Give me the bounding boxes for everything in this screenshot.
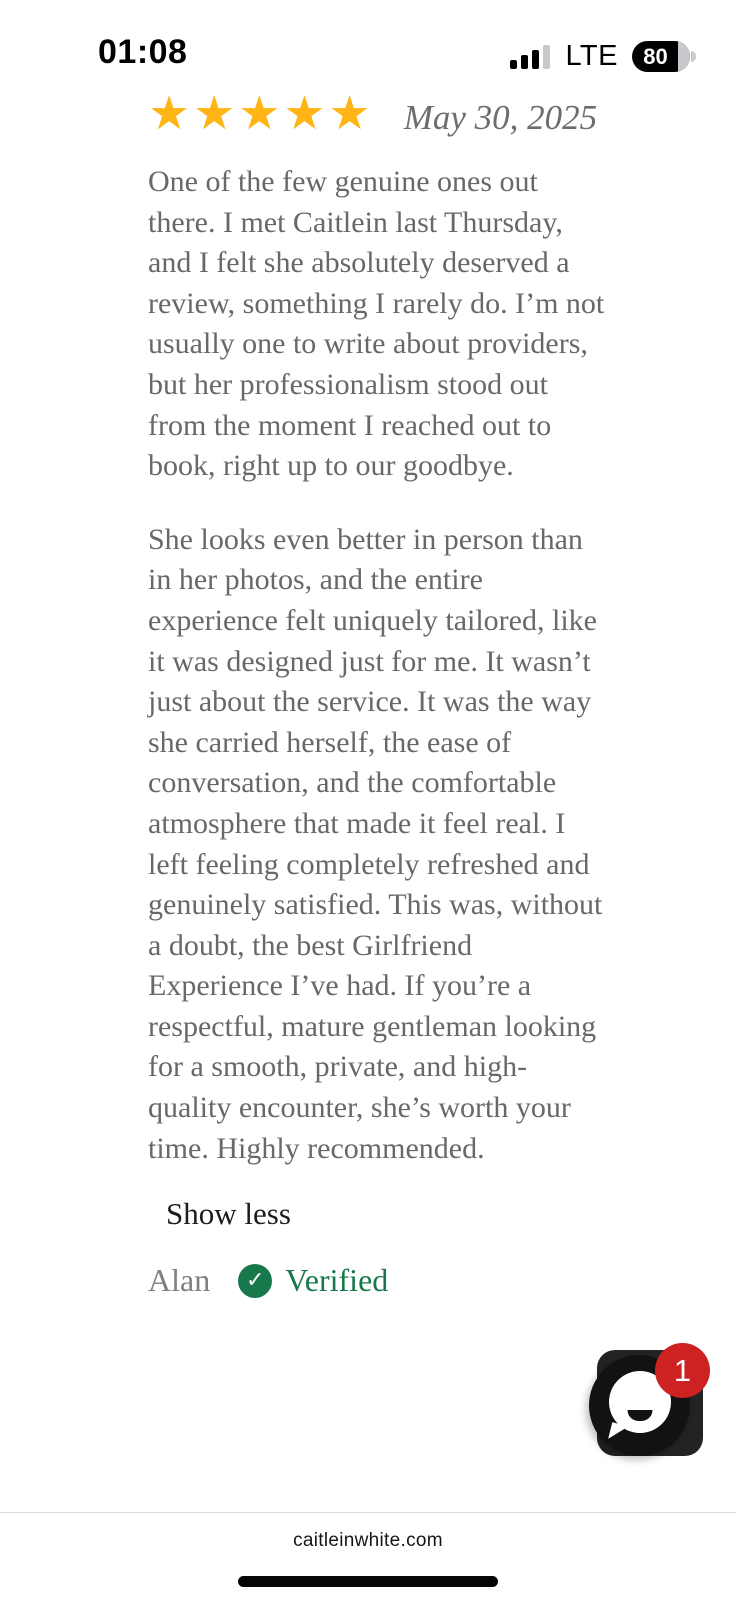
reviewer-name: Alan: [148, 1262, 211, 1299]
review-header: [148, 86, 606, 142]
review-paragraph: She looks even better in person than in her photos, and the entire experience felt uniquely tailored, like it was designed just for me. It wasn’t just about the service. It was the way she carried herself, the ease of conversation, and the comfortable atmosphere that made it feel real. I left feeling completely refreshed and genuinely satisfied. This was, without a doubt, the best Girlfriend Experience I’ve had. If you’re a respectful, mature gentleman looking for a smooth, private, and high-quality encounter, she’s worth your time. Highly recommended.: [148, 522, 603, 1165]
status-icons: [510, 40, 690, 73]
show-less-link[interactable]: Show less: [166, 1196, 291, 1232]
chat-widget-button[interactable]: [597, 1350, 703, 1456]
review-text: [148, 162, 606, 1169]
verified-check-icon: ✓: [238, 1264, 272, 1298]
review-date: May 30, 2025: [403, 98, 598, 137]
status-bar: [0, 0, 736, 86]
browser-bottom-bar: [0, 1512, 736, 1600]
home-indicator[interactable]: [238, 1576, 498, 1587]
address-bar-url[interactable]: caitleinwhite.com: [293, 1530, 443, 1551]
review-paragraph: One of the few genuine ones out there. I met Caitlein last Thursday, and I felt she absolutely deserved a review, something I rarely do. I’m not usually one to write about providers, but her professionalism stood out from the moment I reached out to book, right up to our goodbye.: [148, 165, 605, 483]
reviewer-row: [148, 1262, 606, 1299]
chat-unread-badge: 1: [655, 1343, 710, 1398]
cellular-signal-icon: [510, 45, 550, 69]
status-time: 01:08: [98, 33, 188, 71]
star-rating-icons: ★★★★★: [148, 86, 374, 141]
battery-icon: [632, 41, 690, 72]
battery-percent: 80: [643, 43, 668, 69]
network-type-label: LTE: [565, 40, 618, 72]
verified-label: Verified: [285, 1262, 389, 1299]
review-card: [148, 86, 606, 1299]
